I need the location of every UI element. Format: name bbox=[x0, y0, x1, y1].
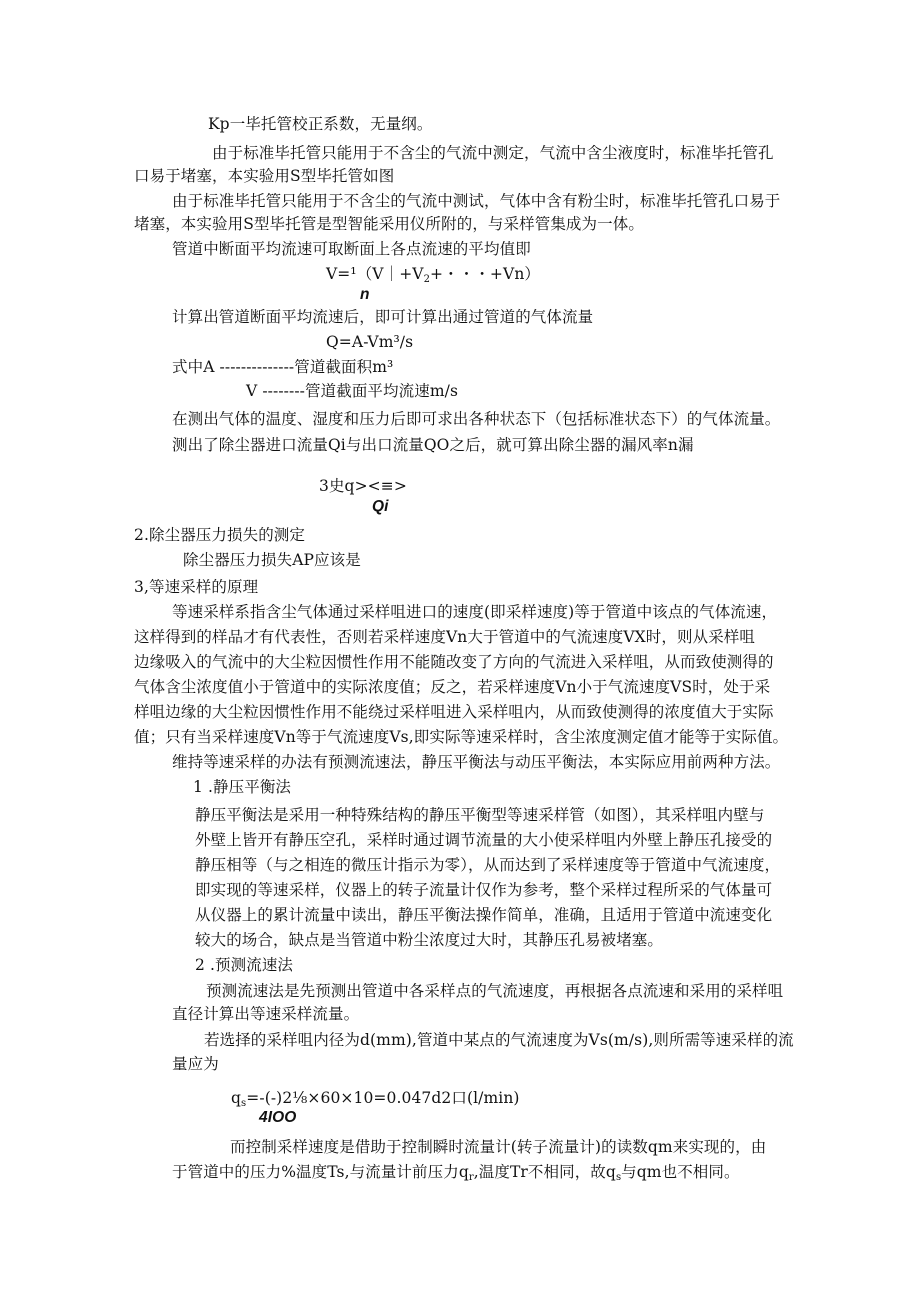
formula-sampling-denominator: 4IOO bbox=[259, 1109, 297, 1126]
paragraph-line: 静压平衡法是采用一种特殊结构的静压平衡型等速采样管（如图），其采样咀内壁与 bbox=[195, 806, 765, 824]
paragraph-line: 由于标准毕托管只能用于不含尘的气流中测定，气流中含尘液度时，标准毕托管孔 bbox=[212, 144, 774, 162]
formula-flow: Q=A-Vm³∕s bbox=[326, 333, 414, 351]
subsection-heading: 1 .静压平衡法 bbox=[193, 778, 292, 796]
text-part: 于管道中的压力%温度Ts,与流量计前压力q bbox=[172, 1163, 469, 1181]
paragraph-line: 这样得到的样品才有代表性，否则若采样速度Vn大于管道中的气流速度VX时，则从采样咀 bbox=[134, 628, 756, 646]
paragraph-line: 量应为 bbox=[172, 1055, 219, 1073]
paragraph-line: 静压相等（与之相连的微压计指示为零），从而达到了采样速度等于管道中气流速度， bbox=[195, 856, 781, 874]
formula-denominator: n bbox=[360, 286, 370, 303]
text-part: ,温度Tr不相同，故q bbox=[473, 1163, 616, 1181]
formula-subscript: s bbox=[241, 1098, 247, 1109]
paragraph-line: 预测流速法是先预测出管道中各采样点的气流速度，再根据各点流速和采用的采样咀 bbox=[206, 982, 784, 1000]
formula-part: +・・・+Vn） bbox=[430, 265, 540, 283]
paragraph-line: 计算出管道断面平均流速后，即可计算出通过管道的气体流量 bbox=[172, 308, 594, 326]
paragraph-line: 而控制采样速度是借助于控制瞬时流量计(转子流量计)的读数qm来实现的，由 bbox=[230, 1138, 767, 1156]
section-heading: 2.除尘器压力损失的测定 bbox=[134, 526, 305, 544]
paragraph-line: 测出了除尘器进口流量Qi与出口流量QO之后，就可算出除尘器的漏风率n漏 bbox=[172, 436, 694, 454]
paragraph-line: 等速采样系指含尘气体通过采样咀进口的速度(即采样速度)等于管道中该点的气体流速， bbox=[172, 603, 778, 621]
paragraph-line: 口易于堵塞，本实验用S型毕托管如图 bbox=[134, 167, 395, 185]
paragraph-line: 较大的场合，缺点是当管道中粉尘浓度过大时，其静压孔易被堵塞。 bbox=[195, 931, 664, 949]
paragraph-line: V --------管道截面平均流速m/s bbox=[246, 382, 458, 400]
subsection-heading: 2 .预测流速法 bbox=[195, 956, 294, 974]
formula-mean-velocity bbox=[326, 264, 540, 290]
formula-part: V=¹（V｜+V bbox=[326, 265, 424, 283]
paragraph-line: 值；只有当采样速度Vn等于气流速度Vs,即实际等速采样时，含尘浓度测定值才能等于实际值。 bbox=[134, 728, 789, 746]
paragraph-line: 维持等速采样的办法有预测流速法，静压平衡法与动压平衡法，本实际应用前两种方法。 bbox=[172, 753, 781, 771]
paragraph-line: 管道中断面平均流速可取断面上各点流速的平均值即 bbox=[172, 240, 531, 258]
text-subscript: r bbox=[468, 1172, 474, 1183]
formula-leak-rate: 3史q><≡> bbox=[319, 477, 407, 495]
paragraph-line: 在测出气体的温度、湿度和压力后即可求出各种状态下（包括标准状态下）的气体流量。 bbox=[172, 410, 781, 428]
paragraph-line: 堵塞，本实验用S型毕托管是型智能采用仪所附的，与采样管集成为一体。 bbox=[134, 215, 644, 233]
section-heading: 3,等速采样的原理 bbox=[134, 578, 259, 596]
paragraph-line: 边缘吸入的气流中的大尘粒因惯性作用不能随改变了方向的气流进入采样咀，从而致使测得的 bbox=[134, 653, 774, 671]
text-subscript: s bbox=[615, 1172, 622, 1183]
paragraph-line: 若选择的采样咀内径为d(mm),管道中某点的气流速度为Vs(m∕s),则所需等速采样的流 bbox=[204, 1031, 794, 1049]
paragraph-line bbox=[172, 1162, 740, 1188]
paragraph-line: 样咀边缘的大尘粒因惯性作用不能绕过采样咀进入采样咀内，从而致使测得的浓度值大于实际 bbox=[134, 703, 774, 721]
paragraph-line: 即实现的等速采样，仪器上的转子流量计仅作为参考，整个采样过程所采的气体量可 bbox=[195, 881, 773, 899]
paragraph-line: 直径计算出等速采样流量。 bbox=[172, 1005, 360, 1023]
paragraph-line: 式中A --------------管道截面积m³ bbox=[172, 358, 394, 376]
formula-leak-denominator: Qi bbox=[372, 498, 389, 515]
formula-part: q bbox=[231, 1089, 242, 1107]
paragraph-line: 外壁上皆开有静压空孔，采样时通过调节流量的大小使采样咀内外壁上静压孔接受的 bbox=[195, 831, 773, 849]
kp-definition: Kp一毕托管校正系数，无量纲。 bbox=[208, 115, 433, 133]
paragraph-line: 气体含尘浓度值小于管道中的实际浓度值；反之，若采样速度Vn小于气流速度VS时，处于采 bbox=[134, 678, 771, 696]
paragraph-line: 由于标准毕托管只能用于不含尘的气流中测试，气体中含有粉尘时，标准毕托管孔口易于 bbox=[172, 192, 781, 210]
text-part: 与qm也不相同。 bbox=[621, 1163, 740, 1181]
formula-subscript: 2 bbox=[423, 274, 431, 285]
formula-part: =-(-)2⅛×60×10=0.047d2口(l/min) bbox=[246, 1089, 520, 1107]
paragraph-line: 从仪器上的累计流量中读出，静压平衡法操作简单，准确，且适用于管道中流速变化 bbox=[195, 906, 773, 924]
paragraph-line: 除尘器压力损失AP应该是 bbox=[183, 551, 361, 569]
